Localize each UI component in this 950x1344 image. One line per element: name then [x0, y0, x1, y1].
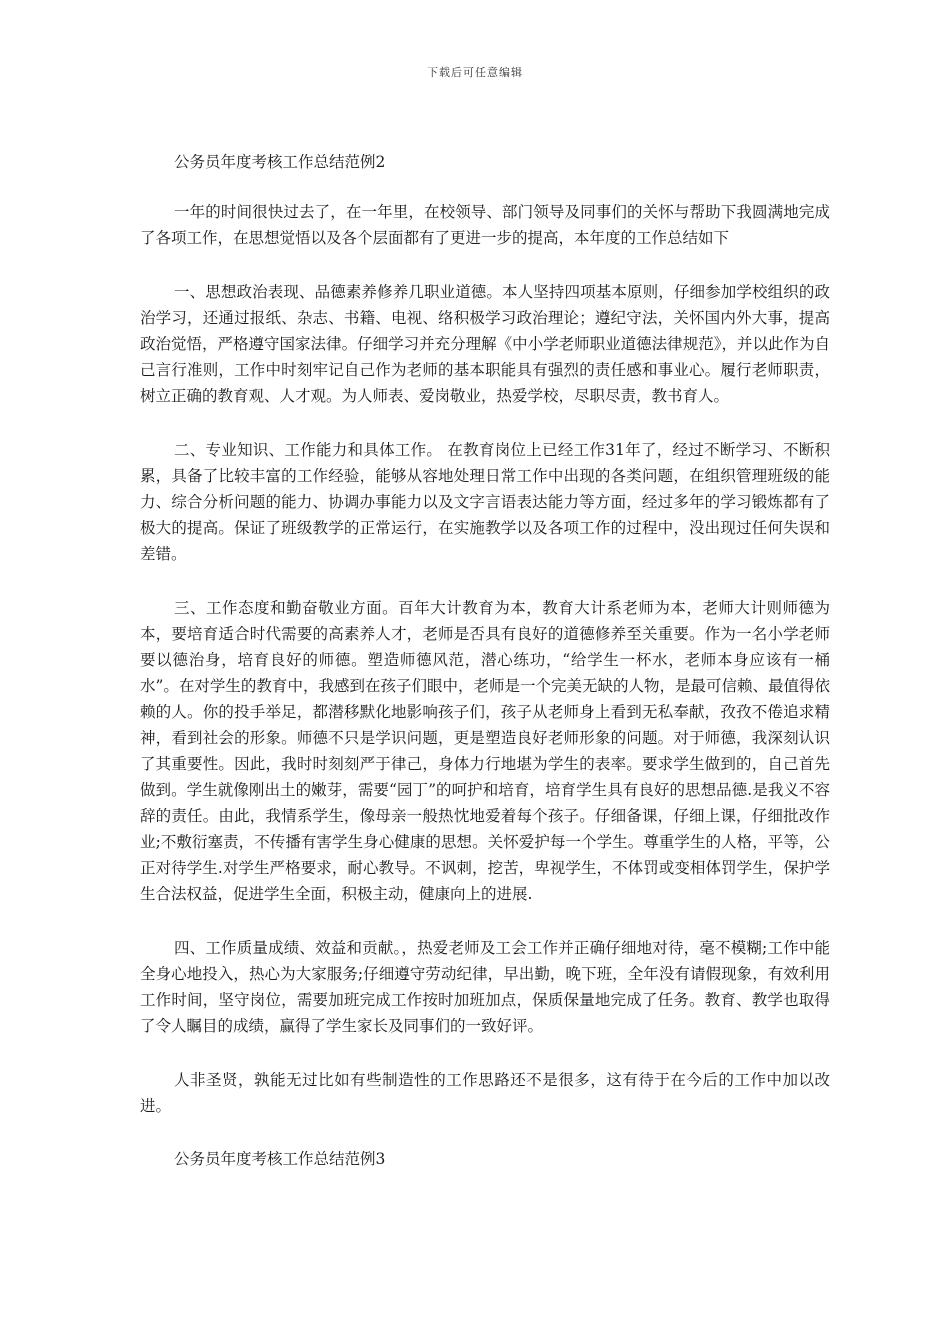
paragraph-attitude: 三、工作态度和勤奋敬业方面。百年大计教育为本，教育大计系老师为本，老师大计则师德为本，要培育适合时代需要的高素养人才，老师是否具有良好的道德修养至关重要。作为一名小学老师要以德治身，培育良好的师德。塑造师德风范，潜心练功，“给学生一杯水，老师本身应该有一桶水”。在对学生的教育中，我感到在孩子们眼中，老师是一个完美无缺的人物，是最可信赖、最值得依赖的人。你的投手举足，都潜移默化地影响孩子们，孩子从老师身上看到无私奉献，孜孜不倦追求精神，看到社会的形象。师德不只是学识问题，更是塑造良好老师形象的问题。对于师德，我深刻认识了其重要性。因此，我时时刻刻严于律己，身体力行地堪为学生的表率。要求学生做到的，自己首先做到。学生就像刚出土的嫩芽，需要“园丁”的呵护和培育，培育学生具有良好的思想品德.是我义不容辞的责任。由此，我情系学生，像母亲一般热忱地爱着每个孩子。仔细备课，仔细上课，仔细批改作业;不敷衍塞责，不传播有害学生身心健康的思想。关怀爱护每一个学生。尊重学生的人格，平等，公正对待学生.对学生严格要求，耐心教导。不讽刺，挖苦，卑视学生，不体罚或变相体罚学生，保护学生合法权益，促进学生全面，积极主动，健康向上的进展. [140, 599, 830, 903]
paragraph-intro: 一年的时间很快过去了，在一年里，在校领导、部门领导及同事们的关怀与帮助下我圆满地完成了各项工作，在思想觉悟以及各个层面都有了更进一步的提高，本年度的工作总结如下 [140, 203, 830, 247]
paragraph-political: 一、思想政治表现、品德素养修养几职业道德。本人坚持四项基本原则，仔细参加学校组织的政治学习，还通过报纸、杂志、书籍、电视、络积极学习政治理论；遵纪守法，关怀国内外大事，提高政治觉悟，严格遵守国家法律。仔细学习并充分理解《中小学老师职业道德法律规范》，并以此作为自己言行准则，工作中时刻牢记自己作为老师的基本职能具有强烈的责任感和事业心。履行老师职责，树立正确的教育观、人才观。为人师表、爱岗敬业，热爱学校，尽职尽责，教书育人。 [140, 283, 830, 405]
section-title-2: 公务员年度考核工作总结范例2 [174, 153, 386, 171]
section-title-3: 公务员年度考核工作总结范例3 [174, 1150, 386, 1168]
page-header: 下载后可任意编辑 [427, 66, 523, 79]
paragraph-quality: 四、工作质量成绩、效益和贡献。，热爱老师及工会工作并正确仔细地对待，毫不模糊;工作中能全身心地投入，热心为大家服务;仔细遵守劳动纪律，早出勤，晚下班，全年没有请假现象，有效利用工作时间，坚守岗位，需要加班完成工作按时加班加点，保质保量地完成了任务。教育、教学也取得了令人瞩目的成绩，赢得了学生家长及同事们的一致好评。 [140, 939, 830, 1035]
paragraph-professional: 二、专业知识、工作能力和具体工作。 在教育岗位上已经工作31年了，经过不断学习、不断积累，具备了比较丰富的工作经验，能够从容地处理日常工作中出现的各类问题，在组织管理班级的能力、综合分析问题的能力、协调办事能力以及文字言语表达能力等方面，经过多年的学习锻炼都有了极大的提高。保证了班级教学的正常运行，在实施教学以及各项工作的过程中，没出现过任何失误和差错。 [140, 441, 830, 563]
paragraph-improvement: 人非圣贤，孰能无过比如有些制造性的工作思路还不是很多，这有待于在今后的工作中加以改进。 [140, 1071, 830, 1115]
document-body [140, 150, 830, 1171]
